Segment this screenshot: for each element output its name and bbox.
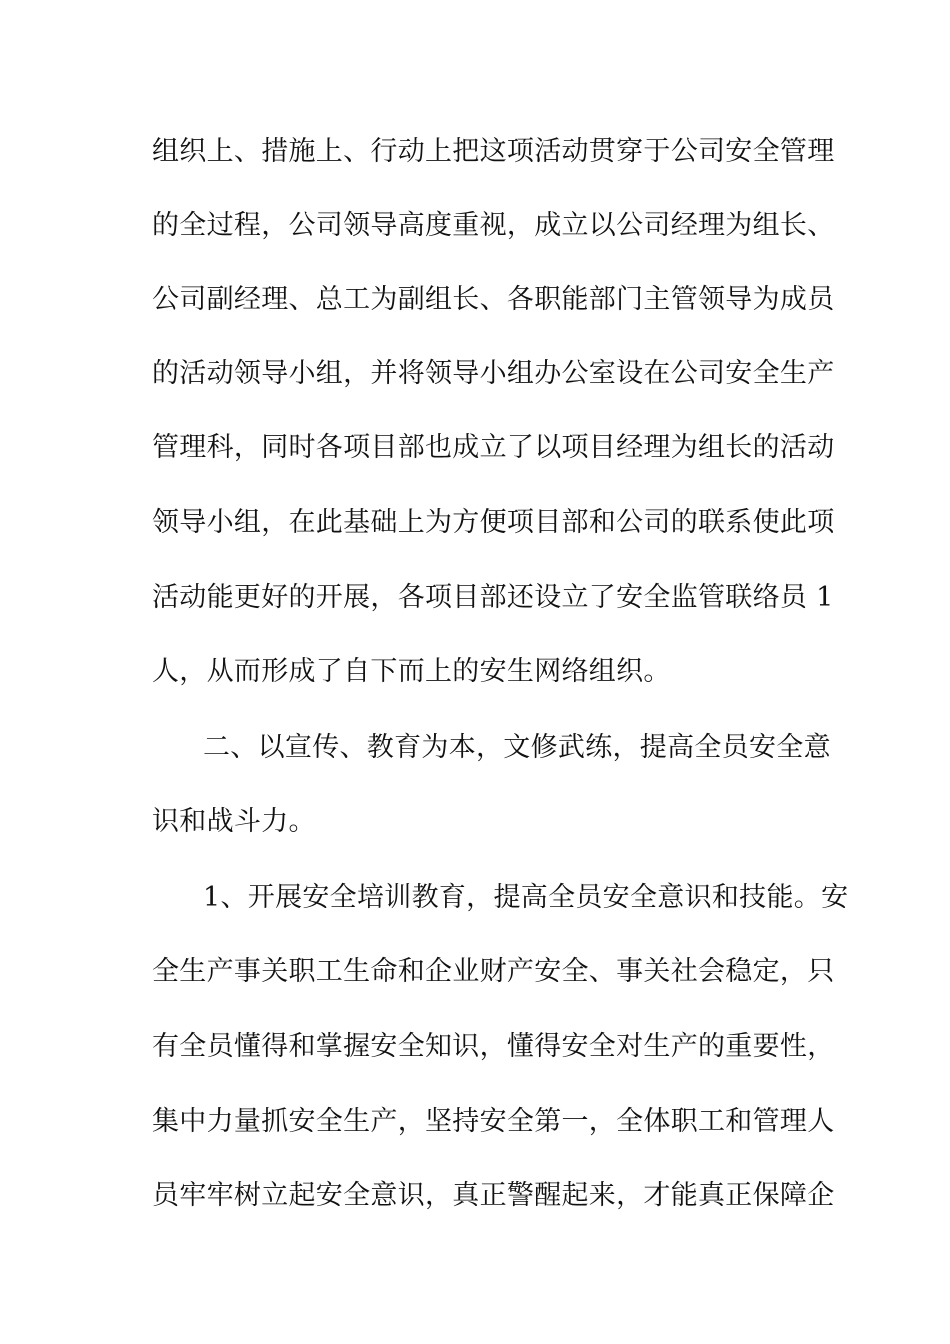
text-line: 的全过程，公司领导高度重视，成立以公司经理为组长、 xyxy=(152,210,835,241)
text-line: 组织上、措施上、行动上把这项活动贯穿于公司安全管理 xyxy=(152,136,835,167)
text-line: 领导小组，在此基础上为方便项目部和公司的联系使此项 xyxy=(152,507,835,538)
section-heading-line: 二、以宣传、教育为本，文修武练，提高全员安全意 xyxy=(203,732,831,763)
text-line: 员牢牢树立起安全意识，真正警醒起来，才能真正保障企 xyxy=(152,1180,835,1211)
text-line: 集中力量抓安全生产，坚持安全第一，全体职工和管理人 xyxy=(152,1106,835,1137)
text-line: 有全员懂得和掌握安全知识，懂得安全对生产的重要性， xyxy=(152,1031,835,1062)
text-line: 人，从而形成了自下而上的安生网络组织。 xyxy=(152,656,671,687)
text-line: 活动能更好的开展，各项目部还设立了安全监管联络员 1 xyxy=(152,582,834,613)
section-heading-line: 识和战斗力。 xyxy=(152,806,316,837)
paragraph-start-line: 1、开展安全培训教育，提高全员安全意识和技能。安 xyxy=(203,882,849,913)
text-line: 全生产事关职工生命和企业财产安全、事关社会稳定，只 xyxy=(152,956,835,987)
text-line: 公司副经理、总工为副组长、各职能部门主管领导为成员 xyxy=(152,284,835,315)
text-line: 的活动领导小组，并将领导小组办公室设在公司安全生产 xyxy=(152,358,835,389)
text-line: 管理科，同时各项目部也成立了以项目经理为组长的活动 xyxy=(152,432,835,463)
